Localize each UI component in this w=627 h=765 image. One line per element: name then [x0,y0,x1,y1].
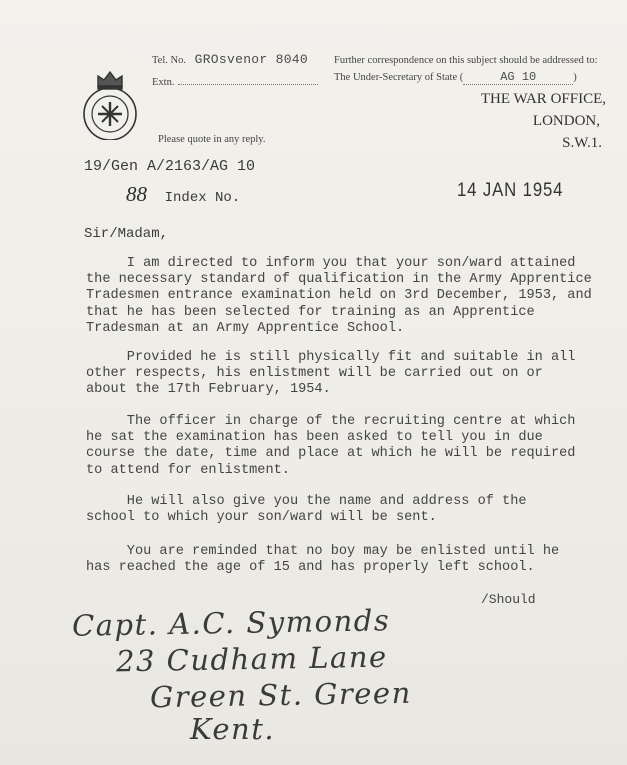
extn-label: Extn. [152,77,175,88]
telephone-line [152,52,308,67]
office-name: THE WAR OFFICE, [480,91,606,107]
office-address [481,88,606,154]
tel-number: GROsvenor 8040 [194,52,309,67]
index-line [126,182,240,207]
tel-label: Tel. No. [152,55,186,66]
paragraph-selection: I am directed to inform you that your son/ward attained the necessary standard of qualification in the Army Apprentice Tradesmen entrance examination held on 3rd December, 1953, and that he has been selected for training as an Apprentice Tradesman at an Army Apprentice School. [86,256,592,336]
paragraph-enlistment: Provided he is still physically fit and suitable in all other respects, his enlistment will be carried out on or about the 17th February, 1954. [86,350,576,398]
extension-line [152,76,318,88]
reference-code: 19/Gen A/2163/AG 10 [84,158,256,175]
handwritten-street: 23 Cudham Lane [115,639,388,679]
extn-blank [178,76,318,85]
handwritten-town: Green St. Green [149,675,413,715]
office-district: S.W.1. [562,135,602,151]
correspondence-instruction: Further correspondence on this subject should be addressed to: [334,55,598,66]
office-city: LONDON, [532,113,600,129]
salutation: Sir/Madam, [84,226,169,242]
index-label: Index No. [164,190,241,206]
paragraph-age-reminder: You are reminded that no boy may be enlisted until he has reached the age of 15 and has properly left school. [86,544,560,576]
correspondence-ref: AG 10 [463,70,573,85]
correspondence-prefix: The Under-Secretary of State ( [334,72,464,83]
paragraph-recruiting-centre: The officer in charge of the recruiting centre at which he sat the examination has been asked to tell you in due course the date, time and place at which he will be required to attend for enlistment. [86,414,576,478]
continuation-marker: /Should [481,592,536,607]
correspondence-address [334,70,577,85]
paragraph-school: He will also give you the name and address of the school to which your son/ward will be sent. [86,494,527,526]
date-stamp: 14 JAN 1954 [457,180,564,201]
quote-instruction: Please quote in any reply. [158,134,266,145]
index-number: 88 [126,182,147,206]
correspondence-suffix: ) [573,72,577,83]
handwritten-name: Capt. A.C. Symonds [71,603,391,643]
royal-crest-icon [82,64,138,140]
handwritten-county: Kent. [190,712,276,746]
